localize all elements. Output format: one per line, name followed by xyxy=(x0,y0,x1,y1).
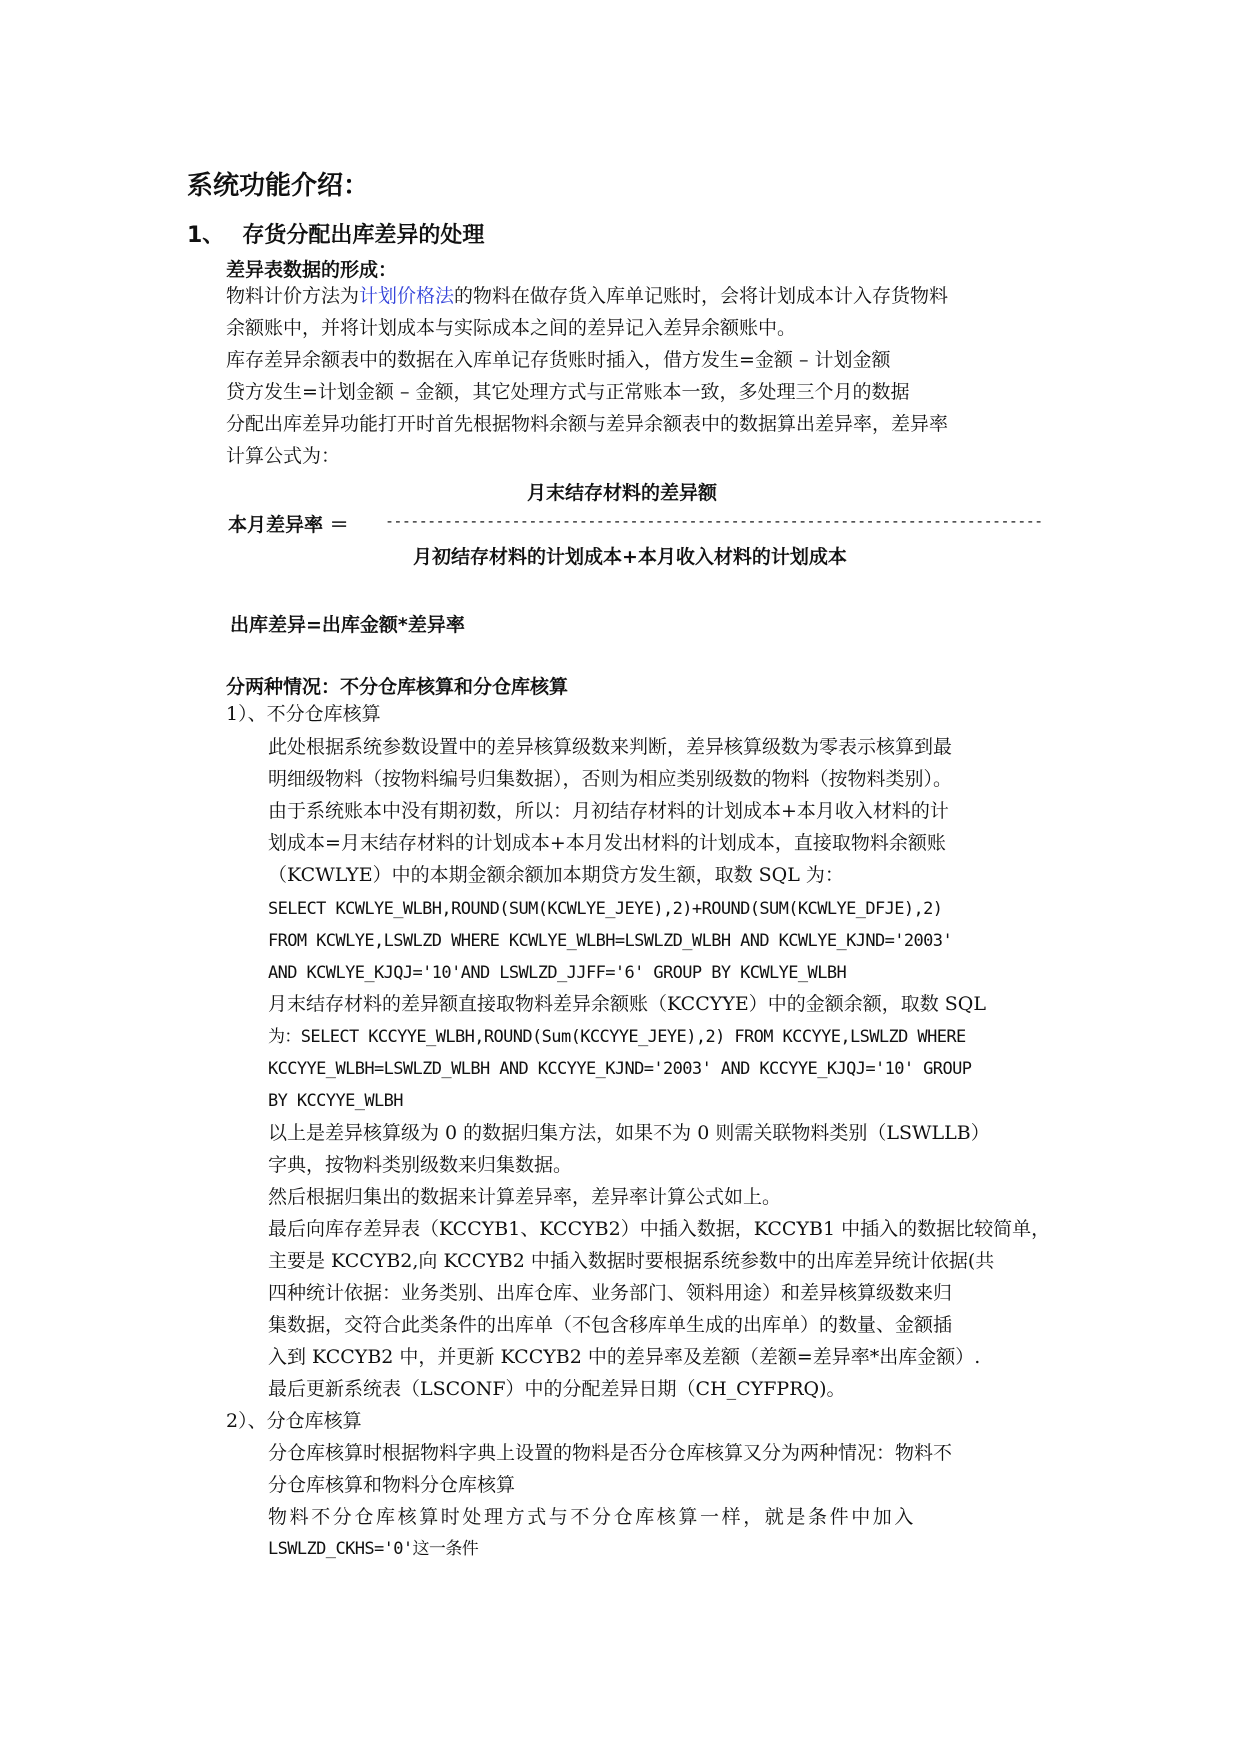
subsection-title: 差异表数据的形成： xyxy=(226,259,398,281)
formula-fraction-bar: ------------------------------------------------------------------------------ xyxy=(385,512,1043,530)
case1-line: 由于系统账本中没有期初数，所以：月初结存材料的计划成本+本月收入材料的计 xyxy=(268,800,949,822)
case1-line: 以上是差异核算级为 0 的数据归集方法，如果不为 0 则需关联物料类别（LSWLLB） xyxy=(268,1122,990,1144)
page-heading: 系统功能介绍： xyxy=(187,171,370,201)
sql-line: AND KCWLYE_KJQJ='10'AND LSWLZD_JJFF='6' GROUP BY KCWLYE_WLBH xyxy=(268,963,847,983)
section-title: 存货分配出库差异的处理 xyxy=(242,223,485,248)
case1-line: 字典，按物料类别级数来归集数据。 xyxy=(268,1154,573,1176)
case2-line: 物料不分仓库核算时处理方式与不分仓库核算一样，就是条件中加入 xyxy=(268,1506,917,1528)
case1-title: 1）、不分仓库核算 xyxy=(226,703,381,725)
case1-line: 最后更新系统表（LSCONF）中的分配差异日期（CH_CYFPRQ)。 xyxy=(268,1378,846,1400)
intro-line-2: 余额账中，并将计划成本与实际成本之间的差异记入差异余额账中。 xyxy=(226,317,797,339)
intro-text: 物料计价方法为 xyxy=(226,285,360,307)
case1-line: 四种统计依据：业务类别、出库仓库、业务部门、领料用途）和差异核算级数来归 xyxy=(268,1282,953,1304)
formula-denominator: 月初结存材料的计划成本+本月收入材料的计划成本 xyxy=(413,546,847,568)
case1-line: 明细级物料（按物料编号归集数据），否则为相应类别级数的物料（按物料类别）。 xyxy=(268,768,953,790)
section-heading xyxy=(187,218,484,249)
case1-line: 然后根据归集出的数据来计算差异率，差异率计算公式如上。 xyxy=(268,1186,782,1208)
case1-line: 此处根据系统参数设置中的差异核算级数来判断，差异核算级数为零表示核算到最 xyxy=(268,736,953,758)
intro-line-4: 贷方发生=计划金额 – 金额，其它处理方式与正常账本一致，多处理三个月的数据 xyxy=(226,381,910,403)
case1-line: 月末结存材料的差异额直接取物料差异余额账（KCCYYE）中的金额余额，取数 SQL xyxy=(268,993,986,1015)
case1-line: 划成本=月末结存材料的计划成本+本月发出材料的计划成本，直接取物料余额账 xyxy=(268,832,946,854)
section-number: 1、 xyxy=(187,223,225,248)
formula-label: 本月差异率 ＝ xyxy=(228,514,349,536)
formula-numerator: 月末结存材料的差异额 xyxy=(527,482,718,504)
intro-line-6: 计算公式为： xyxy=(226,445,341,467)
sql-line: SELECT KCWLYE_WLBH,ROUND(SUM(KCWLYE_JEYE),2)+ROUND(SUM(KCWLYE_DFJE),2) xyxy=(268,899,943,919)
cases-title: 分两种情况：不分仓库核算和分仓库核算 xyxy=(226,676,569,698)
case1-line: 最后向库存差异表（KCCYB1、KCCYB2）中插入数据，KCCYB1 中插入的数据比较简单， xyxy=(268,1218,1051,1240)
case2-title: 2）、分仓库核算 xyxy=(226,1410,362,1432)
case1-line: 入到 KCCYB2 中，并更新 KCCYB2 中的差异率及差额（差额=差异率*出库金额）. xyxy=(268,1346,981,1368)
outflow-formula: 出库差异=出库金额*差异率 xyxy=(230,614,465,636)
sql-line: FROM KCWLYE,LSWLZD WHERE KCWLYE_WLBH=LSWLZD_WLBH AND KCWLYE_KJND='2003' xyxy=(268,931,953,951)
sql-line: BY KCCYYE_WLBH xyxy=(268,1091,403,1111)
case2-line: 分仓库核算和物料分仓库核算 xyxy=(268,1474,516,1496)
case1-line: 集数据，交符合此类条件的出库单（不包含移库单生成的出库单）的数量、金额插 xyxy=(268,1314,953,1336)
sql-line: 为：SELECT KCCYYE_WLBH,ROUND(Sum(KCCYYE_JEYE),2) FROM KCCYYE,LSWLZD WHERE xyxy=(268,1027,966,1047)
case1-line: （KCWLYE）中的本期金额余额加本期贷方发生额，取数 SQL 为： xyxy=(268,864,844,886)
intro-line-1 xyxy=(226,280,948,312)
intro-text: 的物料在做存货入库单记账时，会将计划成本计入存货物料 xyxy=(454,285,949,307)
sql-line: KCCYYE_WLBH=LSWLZD_WLBH AND KCCYYE_KJND='2003' AND KCCYYE_KJQJ='10' GROUP xyxy=(268,1059,972,1079)
intro-line-5: 分配出库差异功能打开时首先根据物料余额与差异余额表中的数据算出差异率，差异率 xyxy=(226,413,949,435)
plan-price-link[interactable]: 计划价格法 xyxy=(359,285,455,307)
case1-line: 主要是 KCCYB2,向 KCCYB2 中插入数据时要根据系统参数中的出库差异统计依据(共 xyxy=(268,1250,995,1272)
case2-line: LSWLZD_CKHS='0'这一条件 xyxy=(268,1539,479,1559)
intro-line-3: 库存差异余额表中的数据在入库单记存货账时插入，借方发生=金额 – 计划金额 xyxy=(226,349,891,371)
case2-line: 分仓库核算时根据物料字典上设置的物料是否分仓库核算又分为两种情况：物料不 xyxy=(268,1442,953,1464)
